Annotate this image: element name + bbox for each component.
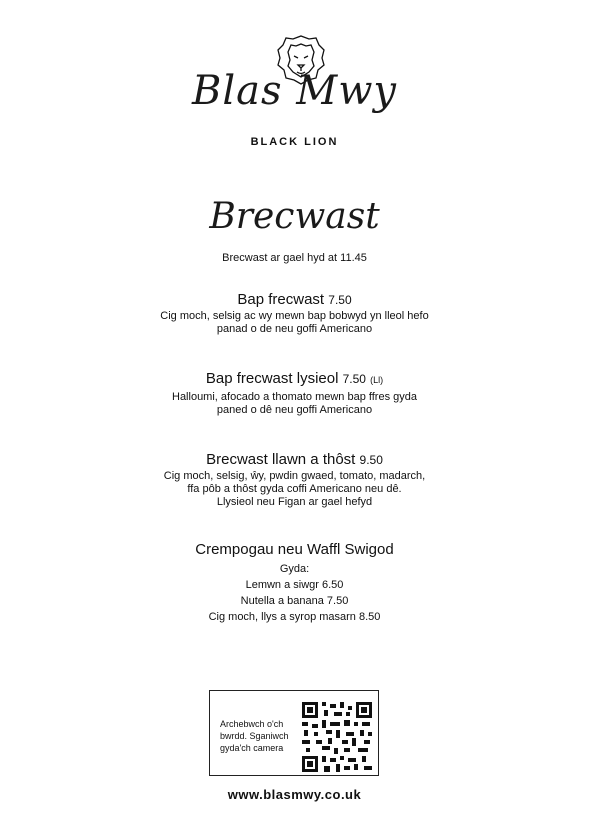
item-description: panad o de neu goffi Americano: [216, 323, 373, 335]
item-description: Cig moch, selsig ac wy mewn bap bobwyd yn lleol hefo: [160, 310, 429, 322]
item-description: Llysieol neu Figan ar gael hefyd: [216, 496, 373, 508]
brand-subtitle: BLACK LION: [250, 136, 339, 148]
dietary-tag: (Ll): [370, 375, 384, 385]
item-name: Bap frecwast: [237, 291, 325, 308]
qr-order-box: [209, 690, 379, 776]
item-description: paned o dê neu goffi Americano: [216, 404, 373, 416]
item-option: Cig moch, llys a syrop masarn 8.50: [208, 611, 381, 623]
website-link[interactable]: www.blasmwy.co.uk: [227, 787, 362, 802]
brand-name: Blas Mwy: [191, 68, 398, 114]
qr-code-icon[interactable]: [302, 702, 372, 772]
item-name: Brecwast llawn a thôst: [206, 451, 356, 468]
menu-item-title: [0, 370, 589, 387]
item-option: Lemwn a siwgr 6.50: [245, 579, 344, 591]
menu-item-title: [0, 451, 589, 468]
section-title: Brecwast: [209, 196, 380, 237]
item-description: Halloumi, afocado a thomato mewn bap ffres gyda: [172, 391, 417, 403]
qr-instructions: Archebwch o'ch bwrdd. Sganiwch gyda'ch camera: [220, 719, 289, 753]
item-description: ffa pôb a thôst gyda coffi Americano neu dê.: [187, 483, 402, 495]
item-price: 7.50: [328, 293, 352, 307]
availability-note: Brecwast ar gael hyd at 11.45: [222, 252, 367, 264]
item-price: 7.50: [342, 372, 366, 386]
item-description: Gyda:: [279, 563, 310, 575]
menu-item-title: [0, 291, 589, 308]
item-price: 9.50: [359, 453, 383, 467]
item-option: Nutella a banana 7.50: [240, 595, 349, 607]
item-name: Bap frecwast lysieol: [205, 370, 339, 387]
menu-item-title: [0, 541, 589, 558]
item-name: Crempogau neu Waffl Swigod: [195, 541, 394, 558]
item-description: Cig moch, selsig, ŵy, pwdin gwaed, tomato, madarch,: [163, 470, 426, 482]
